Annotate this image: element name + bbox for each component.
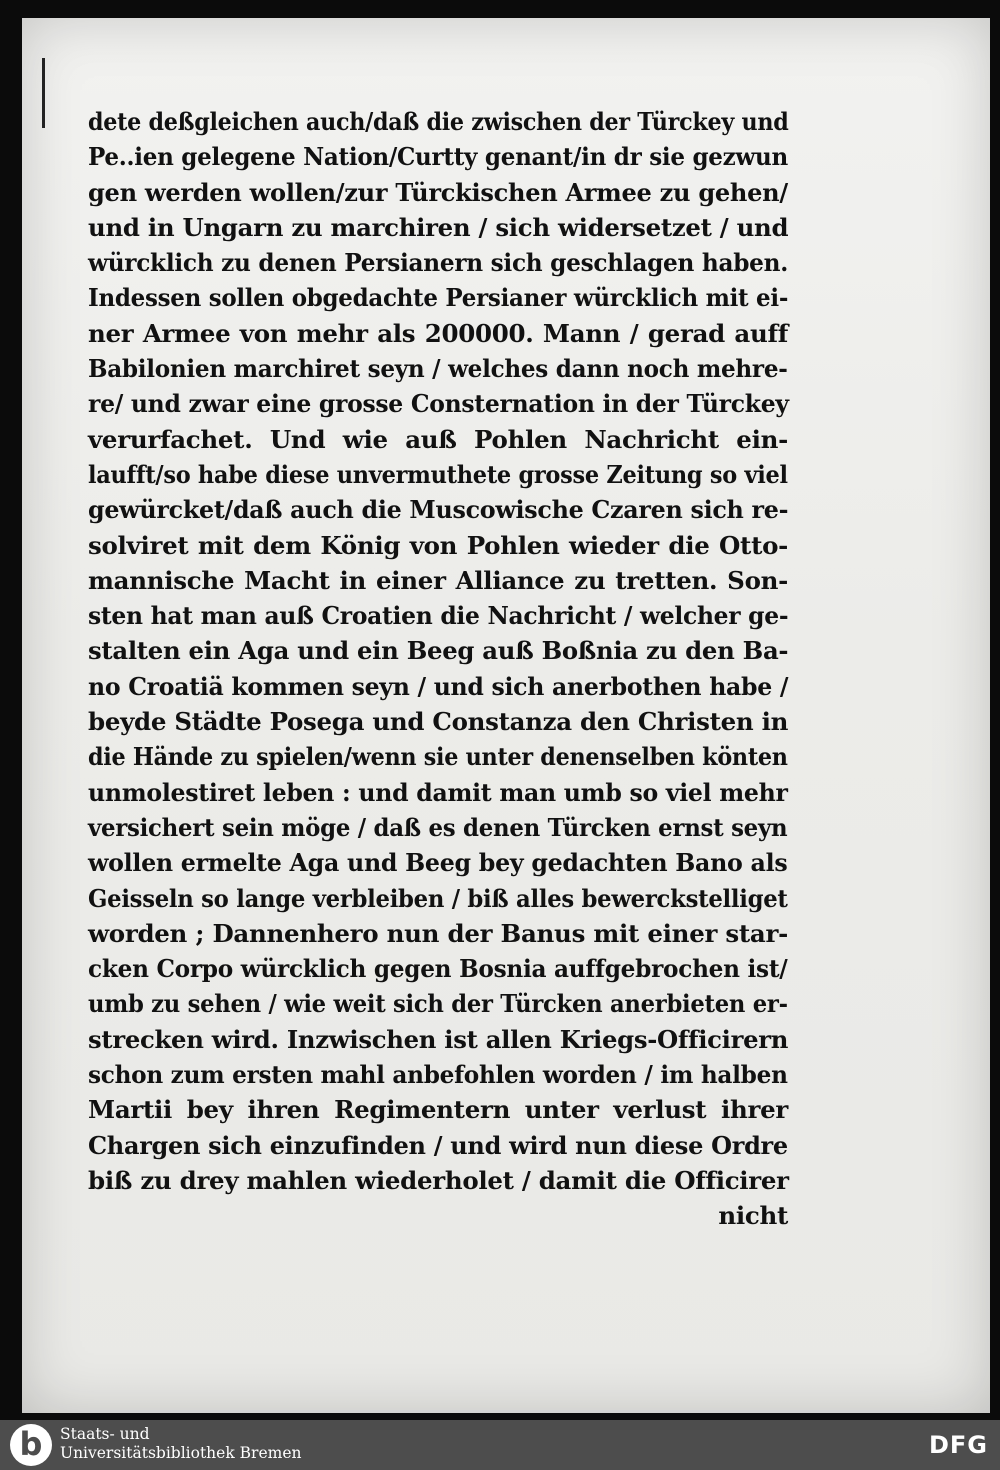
dfg-logo[interactable]: DFG: [928, 1431, 988, 1459]
text-line: sten hat man auß Croatien die Nachricht / welcher ge-: [88, 601, 789, 631]
library-name-line-2: Universitätsbibliothek Bremen: [60, 1444, 302, 1462]
text-line: no Croatiä kommen seyn / und sich anerbothen habe /: [88, 671, 789, 701]
text-line: laufft/so habe diese unvermuthete grosse Zeitung so viel: [88, 459, 788, 489]
text-line: Geisseln so lange verbleiben / biß alles bewerckstelliget: [88, 883, 788, 913]
text-line: dete deßgleichen auch/daß die zwischen der Türckey und: [88, 107, 789, 136]
text-line: Martii bey ihren Regimentern unter verlust ihrer: [88, 1095, 788, 1125]
text-line: umb zu sehen / wie weit sich der Türcken anerbieten er-: [88, 989, 788, 1019]
text-line: beyde Städte Posega und Constanza den Christen in: [88, 707, 789, 737]
text-line: verurfachet. Und wie auß Pohlen Nachricht ein-: [88, 424, 788, 454]
text-line: Indessen sollen obgedachte Persianer würcklich mit ei-: [88, 283, 789, 313]
text-line: ner Armee von mehr als 200000. Mann / gerad auff: [88, 318, 788, 348]
library-name-line-1: Staats- und: [60, 1425, 150, 1443]
text-line: strecken wird. Inzwischen ist allen Kriegs-Officirern: [88, 1024, 789, 1054]
catchword: nicht: [718, 1201, 788, 1231]
text-line: gen werden wollen/zur Türckischen Armee zu gehen/: [88, 177, 788, 207]
text-line: solviret mit dem König von Pohlen wieder die Otto-: [88, 530, 788, 560]
library-logo-icon[interactable]: b: [10, 1424, 52, 1466]
page-edge-mark: [42, 58, 45, 128]
document-page: [22, 18, 990, 1413]
text-line: mannische Macht in einer Alliance zu tretten. Son-: [88, 565, 788, 595]
text-line: Babilonien marchiret seyn / welches dann noch mehre-: [88, 354, 788, 384]
text-line: stalten ein Aga und ein Beeg auß Boßnia zu den Ba-: [88, 636, 789, 666]
text-line: und in Ungarn zu marchiren / sich widersetzet / und: [88, 212, 789, 242]
text-line: worden ; Dannenhero nun der Banus mit einer star-: [88, 918, 788, 948]
text-line: Pe..ien gelegene Nation/Curtty genant/in dr sie gezwun: [88, 142, 788, 172]
text-line: versichert sein möge / daß es denen Türcken ernst seyn: [88, 812, 788, 842]
footer-bar: [0, 1420, 1000, 1470]
text-line: wollen ermelte Aga und Beeg bey gedachten Bano als: [88, 848, 788, 878]
text-line: die Hände zu spielen/wenn sie unter denenselben könten: [88, 742, 788, 772]
text-line: gewürcket/daß auch die Muscowische Czaren sich re-: [88, 495, 789, 525]
text-line: biß zu drey mahlen wiederholet / damit die Officirer: [88, 1165, 789, 1195]
text-line: würcklich zu denen Persianern sich geschlagen haben.: [88, 248, 789, 278]
text-line: unmolestiret leben : und damit man umb so viel mehr: [88, 777, 788, 807]
document-body-text: [88, 104, 788, 1234]
text-line: cken Corpo würcklich gegen Bosnia auffgebrochen ist/: [88, 954, 788, 984]
text-line: Chargen sich einzufinden / und wird nun diese Ordre: [88, 1130, 788, 1160]
library-name[interactable]: [60, 1425, 301, 1463]
text-line: re/ und zwar eine grosse Consternation in der Türckey: [88, 389, 789, 419]
text-line: schon zum ersten mahl anbefohlen worden / im halben: [88, 1060, 788, 1090]
